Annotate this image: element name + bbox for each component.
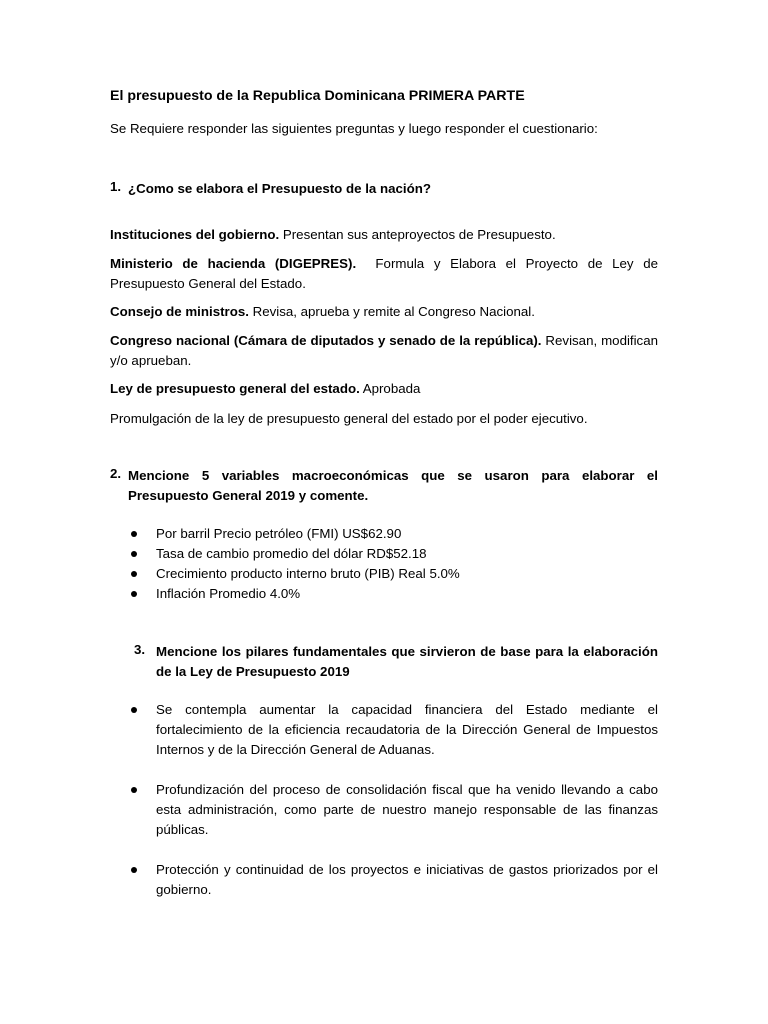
list-item: Crecimiento producto interno bruto (PIB) Real 5.0% [128, 564, 658, 584]
answer-1-item [110, 379, 658, 399]
question-3-number: 3. [134, 642, 146, 657]
answer-1-item-label: Ministerio de hacienda (DIGEPRES). [110, 256, 357, 271]
answer-1-item [110, 302, 658, 322]
answer-1-item [110, 225, 658, 245]
question-3-text: Mencione los pilares fundamentales que sirvieron de base para la elaboración de la Ley de Presupuesto 2019 [156, 644, 658, 679]
list-item: Profundización del proceso de consolidación fiscal que ha venido llevando a cabo esta administración, como parte de nuestro manejo responsable de las finanzas públicas. [128, 780, 658, 840]
answer-1-item-text: Presentan sus anteproyectos de Presupuesto. [279, 227, 556, 242]
question-1-text: ¿Como se elabora el Presupuesto de la nación? [128, 181, 431, 196]
answer-1-item [110, 254, 662, 294]
list-item: Protección y continuidad de los proyectos e iniciativas de gastos priorizados por el gobierno. [128, 860, 658, 900]
list-item: Inflación Promedio 4.0% [128, 584, 658, 604]
answer-1-item-text: Revisan, modifican y/o aprueban. [110, 333, 658, 368]
answer-1-item [110, 331, 658, 371]
question-2-bullet-list [128, 524, 658, 604]
answer-1-item [110, 409, 658, 429]
question-3-bullet-list [128, 700, 658, 900]
answer-1-item-text: Revisa, aprueba y remite al Congreso Nacional. [248, 304, 535, 319]
answer-1-item-label: Ley de presupuesto general del estado. [110, 381, 360, 396]
question-1-number: 1. [110, 179, 122, 194]
list-item: Tasa de cambio promedio del dólar RD$52.18 [128, 544, 658, 564]
answer-1-item-label: Congreso nacional (Cámara de diputados y senado de la república). [110, 333, 542, 348]
intro-text: Se Requiere responder las siguientes preguntas y luego responder el cuestionario: [110, 121, 598, 136]
answer-1-item-text: Promulgación de la ley de presupuesto general del estado por el poder ejecutivo. [110, 411, 588, 426]
list-item: Por barril Precio petróleo (FMI) US$62.90 [128, 524, 658, 544]
question-2-text: Mencione 5 variables macroeconómicas que se usaron para elaborar el Presupuesto General 2019 y comente. [128, 468, 658, 503]
answer-1-item-text: Aprobada [359, 381, 421, 396]
answer-1-item-label: Consejo de ministros. [110, 304, 249, 319]
answer-1-item-text: Formula y Elabora el Proyecto de Ley de Presupuesto General del Estado. [110, 256, 662, 291]
question-2-number: 2. [110, 466, 122, 481]
document-title: El presupuesto de la Republica Dominicana PRIMERA PARTE [110, 88, 525, 104]
list-item: Se contempla aumentar la capacidad financiera del Estado mediante el fortalecimiento de la eficiencia recaudatoria de la Dirección General de Impuestos Internos y de la Dirección General de Aduanas. [128, 700, 658, 760]
answer-1-item-label: Instituciones del gobierno. [110, 227, 280, 242]
